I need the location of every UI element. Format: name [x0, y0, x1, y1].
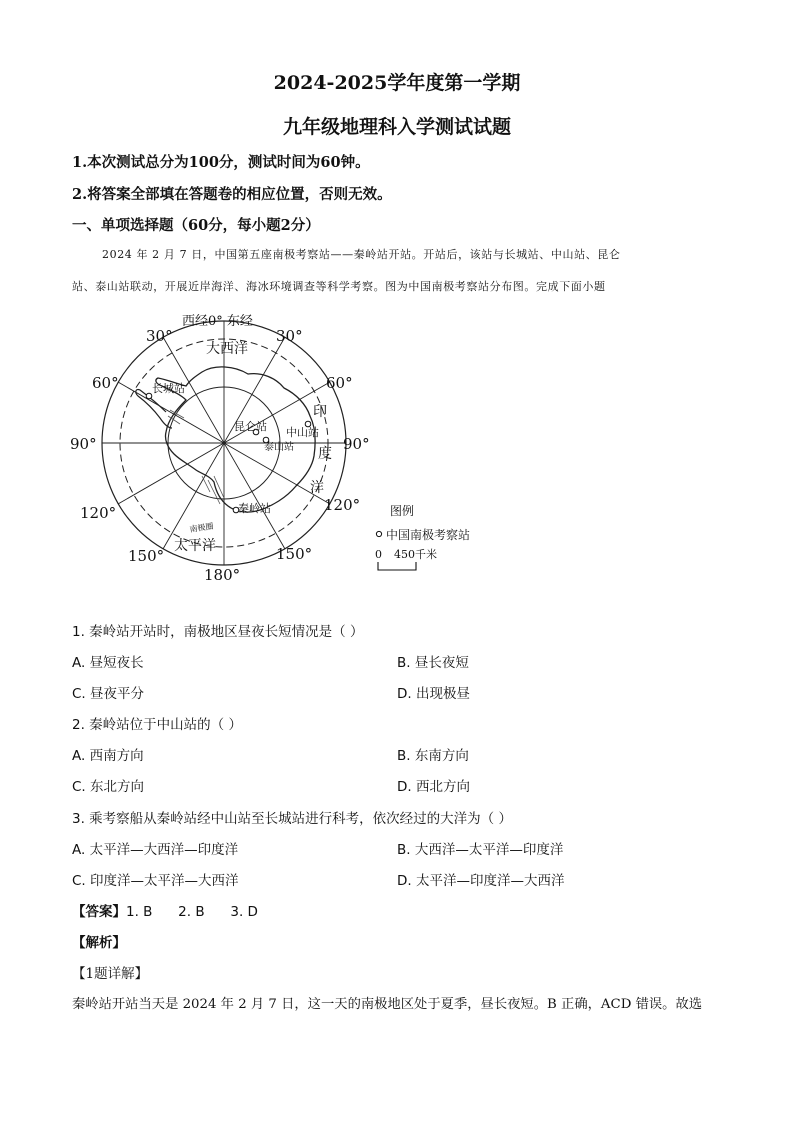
deg-30w: 30°: [146, 327, 173, 345]
deg-180: 180°: [204, 566, 241, 584]
deg-150w: 150°: [128, 547, 165, 565]
q1-option-b[interactable]: B. 昼长夜短: [397, 655, 469, 671]
question-2-stem: 2. 秦岭站位于中山站的（ ）: [72, 717, 242, 733]
top-label: 西经0° 东经: [182, 314, 253, 329]
deg-60e: 60°: [326, 374, 353, 392]
zhongshan-label: 中山站: [286, 426, 319, 439]
indian-label-3: 洋: [310, 480, 324, 496]
scale-bar: [378, 562, 416, 570]
taishan-label: 泰山站: [264, 442, 294, 453]
analysis-label-text: 【解析】: [72, 935, 126, 951]
q1-option-a[interactable]: A. 昼短夜长: [72, 655, 144, 671]
q2-option-b[interactable]: B. 东南方向: [397, 748, 469, 764]
note-2: 2.将答案全部填在答题卷的相应位置，否则无效。: [72, 186, 392, 203]
q2-option-a[interactable]: A. 西南方向: [72, 748, 144, 764]
q2-option-c[interactable]: C. 东北方向: [72, 779, 145, 795]
q3-option-a[interactable]: A. 太平洋—大西洋—印度洋: [72, 842, 239, 858]
deg-90w: 90°: [70, 435, 97, 453]
qinling-label: 秦岭站: [238, 502, 271, 515]
q3-option-d[interactable]: D. 太平洋—印度洋—大西洋: [397, 873, 565, 889]
indian-label-1: 印: [313, 404, 327, 420]
changcheng-label: 长城站: [152, 382, 185, 395]
note-1: 1.本次测试总分为100分，测试时间为60钟。: [72, 154, 370, 171]
intro-line-1: 2024 年 2 月 7 日，中国第五座南极考察站——秦岭站开站。开站后，该站与长城站、中山站、昆仑: [102, 248, 621, 261]
circle-label: 南极圈: [189, 521, 215, 534]
kunlun-label: 昆仑站: [234, 420, 267, 433]
analysis-label: [72, 931, 126, 951]
question-1-stem: 1. 秦岭站开站时，南极地区昼夜长短情况是（ ）: [72, 624, 364, 640]
legend-station-symbol: [376, 531, 381, 536]
q3-option-c[interactable]: C. 印度洋—太平洋—大西洋: [72, 873, 239, 889]
deg-120e: 120°: [324, 496, 361, 514]
answer-values: 1. B 2. B 3. D: [126, 904, 258, 920]
antarctic-station-map: [70, 300, 500, 590]
atlantic-label: 大西洋: [206, 341, 248, 357]
indian-label-2: 度: [318, 446, 332, 462]
deg-30e: 30°: [276, 327, 303, 345]
deg-90e: 90°: [343, 435, 370, 453]
answer-line: [72, 900, 258, 920]
detail-label: 【1题详解】: [72, 966, 149, 982]
q1-option-c[interactable]: C. 昼夜平分: [72, 686, 145, 702]
intro-line-2: 站、泰山站联动，开展近岸海洋、海冰环境调查等科学考察。图为中国南极考察站分布图。完成下面小题: [72, 280, 606, 293]
page-title-line2: 九年级地理科入学测试试题: [282, 116, 511, 138]
scale-zero: 0: [375, 548, 382, 561]
question-3-stem: 3. 乘考察船从秦岭站经中山站至长城站进行科考，依次经过的大洋为（ ）: [72, 811, 512, 827]
q1-option-d[interactable]: D. 出现极昼: [397, 686, 470, 702]
legend-station-text: 中国南极考察站: [386, 528, 471, 542]
detail-text: 秦岭站开站当天是 2024 年 2 月 7 日，这一天的南极地区处于夏季，昼长夜短。B 正确，ACD 错误。故选: [72, 997, 703, 1012]
pacific-label: 太平洋: [174, 538, 216, 554]
answer-label: 【答案】: [72, 904, 126, 920]
deg-60w: 60°: [92, 374, 119, 392]
station-changcheng: [146, 393, 152, 399]
map-svg: [70, 300, 500, 590]
deg-120w: 120°: [80, 504, 117, 522]
q3-option-b[interactable]: B. 大西洋—太平洋—印度洋: [397, 842, 564, 858]
scale-dist: 450千米: [394, 548, 437, 561]
deg-150e: 150°: [276, 545, 313, 563]
q2-option-d[interactable]: D. 西北方向: [397, 779, 470, 795]
legend-title: 图例: [390, 504, 415, 518]
page-title-line1: 2024-2025学年度第一学期: [273, 72, 521, 94]
section-heading: 一、单项选择题（60分，每小题2分）: [72, 217, 320, 234]
